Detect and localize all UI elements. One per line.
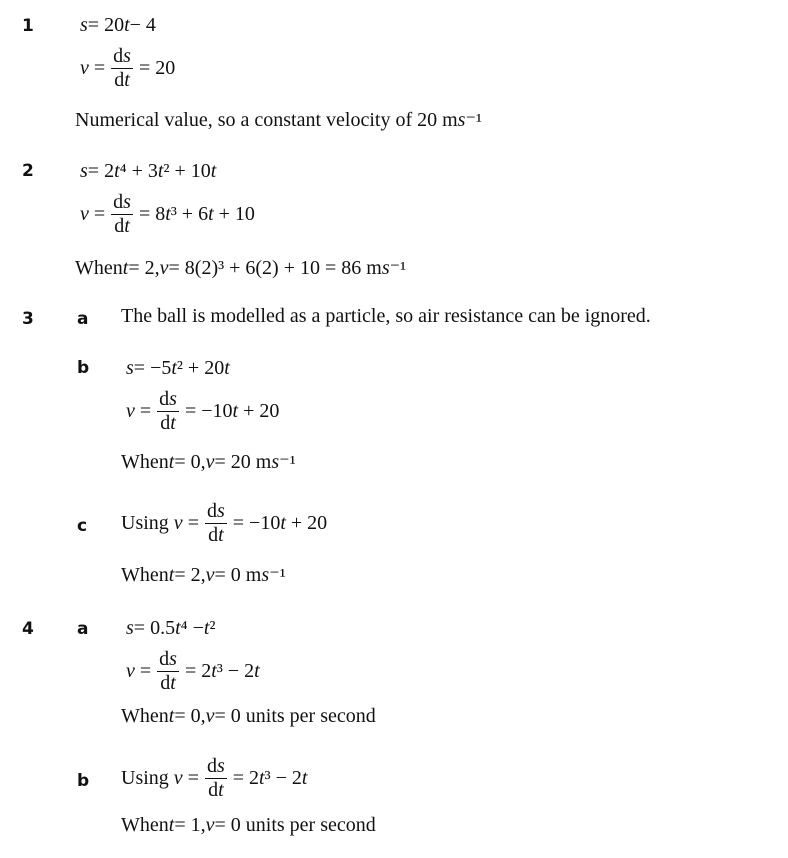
numerator: ds: [113, 191, 131, 213]
derivative-equation: [80, 192, 255, 237]
numerator: ds: [206, 755, 225, 777]
rhs: = −10t + 20: [184, 400, 280, 422]
equation: s = −5 t ² + 20 t: [126, 357, 230, 379]
derivative-equation: [80, 46, 175, 91]
question-number: 4: [22, 619, 34, 639]
answer-text: When t = 0, v = 0 units per second: [121, 705, 376, 727]
fraction: [111, 192, 133, 237]
part-label: b: [77, 771, 90, 791]
answer-text: The ball is modelled as a particle, so air resistance can be ignored.: [121, 305, 651, 327]
numerator: ds: [113, 45, 131, 67]
rhs: = 2t³ − 2t: [184, 660, 260, 682]
equation: s = 20 t − 4: [80, 14, 156, 36]
part-label: a: [77, 309, 89, 329]
rhs: = −10t + 20: [232, 512, 328, 534]
fraction: [157, 389, 179, 434]
lhs: v =: [126, 400, 152, 422]
denominator: dt: [208, 779, 224, 801]
question-number: 3: [22, 309, 34, 329]
answer-text: When t = 2, v = 0 m s ⁻¹: [121, 564, 286, 587]
lhs: Using v =: [121, 767, 199, 789]
derivative-equation: [121, 501, 327, 546]
fraction: [205, 756, 227, 801]
answer-text: When t = 2, v = 8(2)³ + 6(2) + 10 = 86 m s ⁻¹: [75, 257, 407, 280]
denominator: dt: [114, 215, 130, 237]
denominator: dt: [114, 69, 130, 91]
question-number: 1: [22, 16, 34, 36]
fraction: [205, 501, 227, 546]
numerator: ds: [206, 500, 225, 522]
fraction: [157, 649, 179, 694]
question-number: 2: [22, 161, 34, 181]
part-label: c: [77, 516, 88, 536]
fraction: [111, 46, 133, 91]
numerator: ds: [159, 648, 177, 670]
part-label: a: [77, 619, 89, 639]
answer-text: When t = 1, v = 0 units per second: [121, 814, 376, 836]
answer-text: Numerical value, so a constant velocity of 20 m s ⁻¹: [75, 109, 483, 132]
lhs: v =: [126, 660, 152, 682]
denominator: dt: [160, 672, 176, 694]
derivative-equation: [126, 649, 260, 694]
rhs: = 20: [138, 57, 176, 79]
denominator: dt: [208, 524, 224, 546]
equation: s = 0.5 t ⁴ − t ²: [126, 617, 216, 639]
equation: s = 2 t ⁴ + 3 t ² + 10 t: [80, 160, 217, 182]
part-label: b: [77, 358, 90, 378]
derivative-equation: [126, 389, 279, 434]
derivative-equation: [121, 756, 307, 801]
lhs: Using v =: [121, 512, 199, 534]
rhs: = 8t³ + 6t + 10: [138, 203, 255, 225]
numerator: ds: [159, 388, 177, 410]
answer-text: When t = 0, v = 20 m s ⁻¹: [121, 451, 296, 474]
lhs: v =: [80, 57, 106, 79]
rhs: = 2t³ − 2t: [232, 767, 308, 789]
lhs: v =: [80, 203, 106, 225]
denominator: dt: [160, 412, 176, 434]
